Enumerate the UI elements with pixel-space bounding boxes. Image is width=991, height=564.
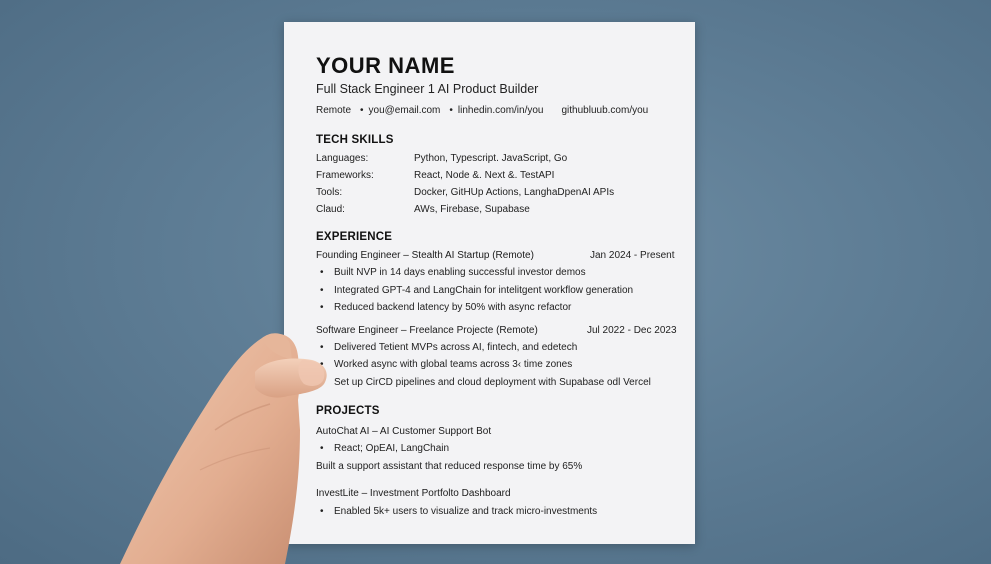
palm-shape bbox=[120, 334, 300, 564]
project-title: InvestLite – Investment Portfolto Dashboard bbox=[316, 488, 511, 499]
list-item: • Enabled 5k+ users to visualize and track micro-investments bbox=[320, 506, 597, 517]
resume-paper bbox=[284, 22, 695, 544]
section-title-tech-skills: TECH SKILLS bbox=[316, 134, 394, 146]
contact-location: Remote bbox=[316, 105, 352, 116]
list-item: • Set up CirCD pipelines and cloud deployment with Supabase odl Vercel bbox=[320, 377, 651, 388]
section-title-experience: EXPERIENCE bbox=[316, 231, 393, 243]
contact-email: you@email.com bbox=[368, 105, 441, 116]
section-title-projects: PROJECTS bbox=[316, 405, 380, 417]
skill-value: AWs, Firebase, Supabase bbox=[414, 204, 530, 215]
list-item: • Built NVP in 14 days enabling successful investor demos bbox=[320, 267, 586, 278]
list-item: • Integrated GPT-4 and LangChain for intelitgent workflow generation bbox=[320, 285, 633, 296]
contact-line bbox=[316, 105, 652, 116]
contact-github: githubluub.com/you bbox=[561, 105, 649, 116]
skill-label: Claud: bbox=[316, 204, 345, 215]
skill-value: React, Node &. Next &. TestAPI bbox=[414, 170, 555, 181]
contact-linkedin: linhedin.com/in/you bbox=[457, 105, 544, 116]
job-title: Founding Engineer – Stealth AI Startup (Remote) bbox=[316, 250, 534, 261]
project-note: Built a support assistant that reduced response time by 65% bbox=[316, 461, 583, 472]
skill-label: Tools: bbox=[316, 187, 343, 198]
contact-separator: • bbox=[360, 105, 364, 116]
contact-separator: • bbox=[449, 105, 453, 116]
list-item: • React; OpEAI, LangChain bbox=[320, 443, 449, 454]
list-item: • Reduced backend latency by 50% with async refactor bbox=[320, 302, 571, 313]
project-title: AutoChat AI – AI Customer Support Bot bbox=[316, 426, 492, 437]
resume-name: YOUR NAME bbox=[316, 53, 455, 78]
list-item: • Worked async with global teams across 3‹ time zones bbox=[320, 359, 572, 370]
job-date: Jul 2022 - Dec 2023 bbox=[587, 325, 677, 336]
list-item: • Delivered Tetient MVPs across AI, fintech, and edetech bbox=[320, 342, 577, 353]
skill-value: Docker, GitHUp Actions, LanghaDpenAI APIs bbox=[414, 187, 615, 198]
job-title: Software Engineer – Freelance Projecte (Remote) bbox=[316, 325, 538, 336]
skill-value: Python, Typescript. JavaScript, Go bbox=[414, 153, 568, 164]
job-date: Jan 2024 - Present bbox=[590, 250, 675, 261]
skill-label: Frameworks: bbox=[316, 170, 374, 181]
resume-subtitle: Full Stack Engineer 1 AI Product Builder bbox=[316, 82, 539, 96]
skill-label: Languages: bbox=[316, 153, 369, 164]
